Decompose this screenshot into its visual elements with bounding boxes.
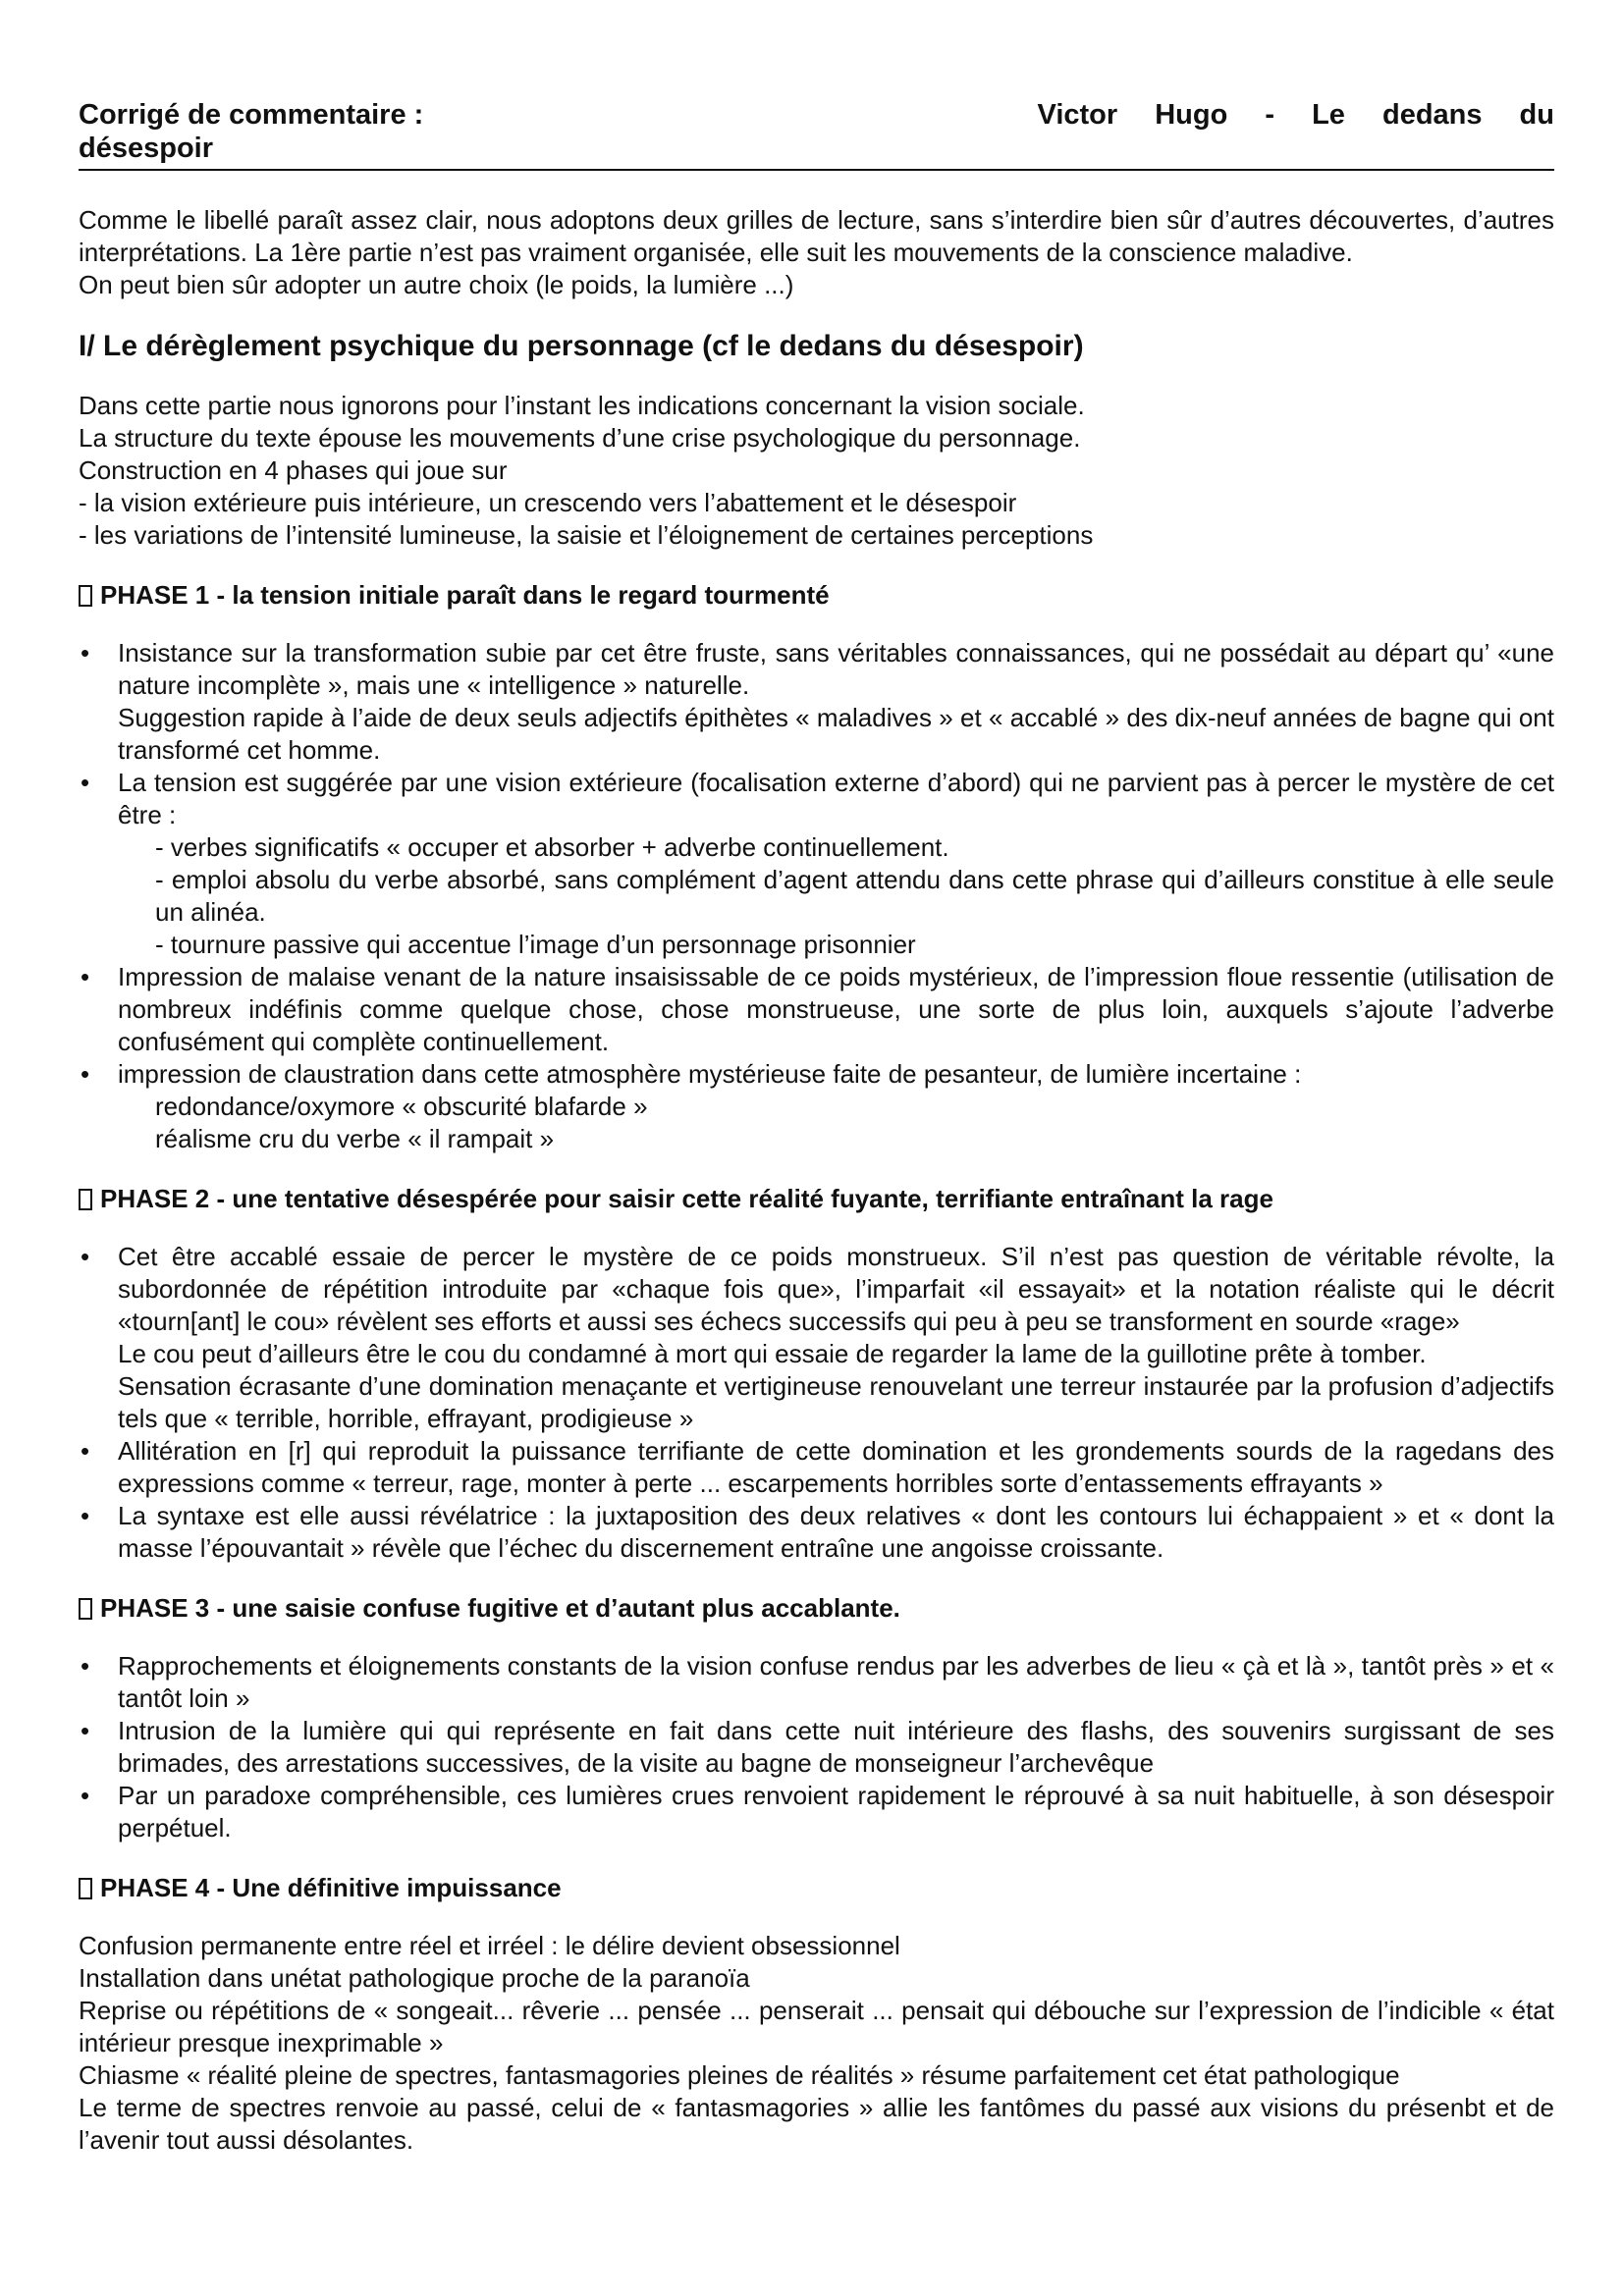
text-line: La structure du texte épouse les mouvements d’une crise psychologique du personnage. [79, 423, 1081, 453]
list-item [79, 767, 1554, 961]
phase-title: PHASE 4 - Une définitive impuissance [100, 1873, 562, 1902]
phase-title: PHASE 1 - la tension initiale paraît dans le regard tourmenté [100, 580, 830, 610]
phase-heading [79, 1592, 1554, 1625]
list-item [79, 1780, 1554, 1844]
bullet-text: Suggestion rapide à l’aide de deux seuls adjectifs épithètes « maladives » et « accablé » des dix-neuf années de bagne qui ont transformé cet homme. [118, 703, 1554, 765]
list-item [79, 961, 1554, 1058]
text-line: Confusion permanente entre réel et irréel : le délire devient obsessionnel [79, 1931, 900, 1960]
missing-glyph-icon [79, 1598, 92, 1620]
document-header [79, 98, 1554, 132]
list-item [79, 1241, 1554, 1435]
document-page [79, 98, 1554, 2184]
bullet-text: • Impression de malaise venant de la nature insaisissable de ce poids mystérieux, de l’impression floue ressentie (utilisation de nombreux indéfinis comme quelque chose, chose monstrueuse, une sorte de plus loin, auxquels s’ajoute l’adverbe confusément qui complète continuellement. [118, 962, 1554, 1056]
sub-item: - tournure passive qui accentue l’image d’un personnage prisonnier [155, 930, 916, 959]
phase-heading [79, 1183, 1554, 1215]
bullet-list [79, 1241, 1554, 1565]
missing-glyph-icon [79, 585, 92, 607]
bullet-text: • Insistance sur la transformation subie par cet être fruste, sans véritables connaissances, qui ne possédait au départ qu’ «une nature incomplète », mais une « intelligence » naturelle. [118, 638, 1554, 700]
phase-heading [79, 1872, 1554, 1904]
text-line: Le terme de spectres renvoie au passé, celui de « fantasmagories » allie les fantômes du passé aux visions du présenbt et de l’avenir tout aussi désolantes. [79, 2093, 1554, 2155]
bullet-text: Le cou peut d’ailleurs être le cou du condamné à mort qui essaie de regarder la lame de la guillotine prête à tomber. [118, 1339, 1427, 1368]
header-author-title: Victor Hugo - Le dedans du [1037, 99, 1554, 131]
bullet-text: • Intrusion de la lumière qui qui représente en fait dans cette nuit intérieure des flashs, des souvenirs surgissant de ses brimades, des arrestations successives, de la visite au bagne de monseigneur l’archevêque [118, 1716, 1554, 1778]
sub-item: - emploi absolu du verbe absorbé, sans complément d’agent attendu dans cette phrase qui d’ailleurs constitue à elle seule un alinéa. [155, 865, 1554, 927]
text-line: - les variations de l’intensité lumineuse, la saisie et l’éloignement de certaines perceptions [79, 520, 1094, 550]
bullet-text: • impression de claustration dans cette atmosphère mystérieuse faite de pesanteur, de lumière incertaine : [118, 1059, 1302, 1089]
bullet-text: • Par un paradoxe compréhensible, ces lumières crues renvoient rapidement le réprouvé à sa nuit habituelle, à son désespoir perpétuel. [118, 1781, 1554, 1842]
text-line: Reprise ou répétitions de « songeait... rêverie ... pensée ... penserait ... pensait qui débouche sur l’expression de l’indicible « état intérieur presque inexprimable » [79, 1996, 1554, 2057]
list-item [79, 1435, 1554, 1500]
phase-heading [79, 579, 1554, 612]
text-line: Chiasme « réalité pleine de spectres, fantasmagories pleines de réalités » résume parfaitement cet état pathologique [79, 2060, 1400, 2090]
text-line: Construction en 4 phases qui joue sur [79, 455, 508, 485]
section-heading: I/ Le dérèglement psychique du personnage (cf le dedans du désespoir) [79, 330, 1084, 362]
bullet-text: • Cet être accablé essaie de percer le mystère de ce poids monstrueux. S’il n’est pas question de véritable révolte, la subordonnée de répétition introduite par «chaque fois que», l’imparfait «il essayait» et la notation réaliste qui le décrit «tourn[ant] le cou» révèlent ses efforts et aussi ses échecs successifs qui peu à peu se transforment en sourde «rage» [118, 1242, 1554, 1336]
header-title-continuation: désespoir [79, 133, 213, 164]
list-item [79, 1500, 1554, 1565]
bullet-text: Sensation écrasante d’une domination menaçante et vertigineuse renouvelant une terreur instaurée par la profusion d’adjectifs tels que « terrible, horrible, effrayant, prodigieuse » [118, 1371, 1554, 1433]
bullet-text: • La tension est suggérée par une vision extérieure (focalisation externe d’abord) qui ne parvient pas à percer le mystère de cet être : [118, 768, 1554, 829]
bullet-text: • Allitération en [r] qui reproduit la puissance terrifiante de cette domination et les grondements sourds de la ragedans des expressions comme « terreur, rage, monter à perte ... escarpements horribles sorte d’entassements effrayants » [118, 1436, 1554, 1498]
bullet-list [79, 1650, 1554, 1844]
text-line: Installation dans unétat pathologique proche de la paranoïa [79, 1963, 750, 1993]
phase-title: PHASE 3 - une saisie confuse fugitive et d’autant plus accablante. [100, 1593, 900, 1623]
header-title: Corrigé de commentaire : [79, 99, 424, 131]
sub-item: redondance/oxymore « obscurité blafarde » [155, 1092, 648, 1121]
text-line: - la vision extérieure puis intérieure, un crescendo vers l’abattement et le désespoir [79, 488, 1017, 517]
list-item [79, 1650, 1554, 1715]
header-rule [79, 169, 1554, 171]
sub-item: réalisme cru du verbe « il rampait » [155, 1124, 555, 1153]
list-item [79, 1058, 1554, 1155]
phase4-body [79, 1930, 1554, 2157]
intro-text: Comme le libellé paraît assez clair, nous adoptons deux grilles de lecture, sans s’interdire bien sûr d’autres découvertes, d’autres interprétations. La 1ère partie n’est pas vraiment organisée, elle suit les mouvements de la conscience maladive. [79, 205, 1554, 267]
phase-title: PHASE 2 - une tentative désespérée pour saisir cette réalité fuyante, terrifiante entraînant la rage [100, 1184, 1273, 1213]
bullet-list [79, 637, 1554, 1155]
bullet-text: • La syntaxe est elle aussi révélatrice : la juxtaposition des deux relatives « dont les contours lui échappaient » et « dont la masse l’épouvantait » révèle que l’échec du discernement entraîne une angoisse croissante. [118, 1501, 1554, 1563]
list-item [79, 1715, 1554, 1780]
sub-item: - verbes significatifs « occuper et absorber + adverbe continuellement. [155, 832, 949, 862]
bullet-text: • Rapprochements et éloignements constants de la vision confuse rendus par les adverbes de lieu « çà et là », tantôt près » et « tantôt loin » [118, 1651, 1554, 1713]
text-line: Dans cette partie nous ignorons pour l’instant les indications concernant la vision sociale. [79, 391, 1085, 420]
intro-text: On peut bien sûr adopter un autre choix (le poids, la lumière ...) [79, 270, 794, 299]
missing-glyph-icon [79, 1878, 92, 1899]
list-item [79, 637, 1554, 767]
missing-glyph-icon [79, 1189, 92, 1210]
intro-paragraph [79, 204, 1554, 301]
section-intro [79, 390, 1554, 552]
